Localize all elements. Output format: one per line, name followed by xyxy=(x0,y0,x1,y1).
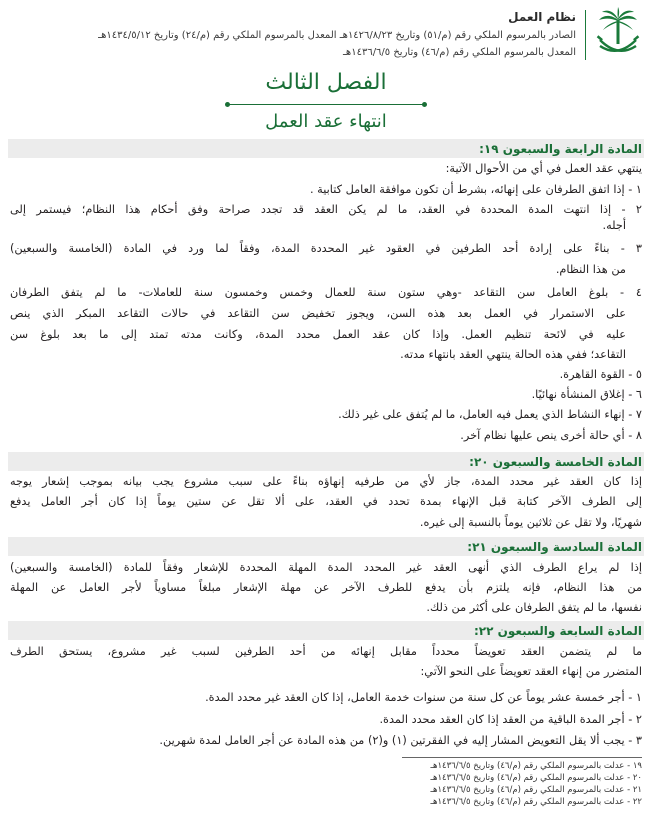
article-74-item-cont: عليه في لائحة تنظيم العمل. وإذا كان عقد العمل محدد المدة، وكانت مدته تمتد إلى ما بعد بلوغ سن xyxy=(10,328,626,341)
chapter-subtitle: انتهاء عقد العمل xyxy=(265,111,387,132)
chapter-title: الفصل الثالث xyxy=(265,70,387,95)
footnote-divider xyxy=(402,757,642,758)
article-74-item: ٨ - أي حالة أخرى ينص عليها نظام آخر. xyxy=(460,429,642,442)
article-74-intro: ينتهي عقد العمل في أي من الأحوال الآتية: xyxy=(445,162,642,175)
article-77-item: ٢ - أجر المدة الباقية من العقد إذا كان العقد محدد المدة. xyxy=(379,713,642,726)
article-76-heading: المادة السادسة والسبعون ٢١: xyxy=(467,540,642,554)
article-77-item: ٣ - يجب ألا يقل التعويض المشار إليه في الفقرتين (١) و(٢) من هذه المادة عن أجر العامل لمدة شهرين. xyxy=(159,734,642,747)
article-77-line: المتضرر من إنهاء العقد تعويضاً على النحو الآتي: xyxy=(420,665,642,678)
article-74-item-cont: التقاعد؛ ففي هذه الحالة ينتهي العقد بانتهاء مدته. xyxy=(400,348,626,361)
article-75-line: إذا كان العقد غير محدد المدة، جاز لأي من طرفيه إنهاؤه بناءً على سبب مشروع يجب بيانه بموجب إشعار يوجه xyxy=(10,475,642,488)
article-74-item: ٢ - إذا انتهت المدة المحددة في العقد، ما لم يكن العقد قد تجدد صراحة وفق أحكام هذا النظام؛ فيستمر إلى xyxy=(10,203,642,216)
footnote: ٢٢ - عدلت بالمرسوم الملكي رقم (م/٤٦) وتاريخ ١٤٣٦/٦/٥هـ xyxy=(430,797,642,807)
article-74-item: ٣ - بناءً على إرادة أحد الطرفين في العقود غير المحددة المدة، وفقاً لما ورد في المادة (الخامسة والسبعين) xyxy=(10,242,642,255)
page-header xyxy=(10,6,642,62)
chapter-divider xyxy=(228,104,424,105)
article-75-heading: المادة الخامسة والسبعون ٢٠: xyxy=(469,455,642,469)
article-74-item-cont: أجله. xyxy=(602,219,626,232)
article-76-line: نفسها، ما لم يتفق الطرفان على أكثر من ذلك. xyxy=(426,601,642,614)
article-74-item: ٤ - بلوغ العامل سن التقاعد -وهي ستون سنة للعمال وخمس وخمسون سنة للعاملات- ما لم يتفق الطرفان xyxy=(10,286,642,299)
article-77-item: ١ - أجر خمسة عشر يوماً عن كل سنة من سنوات خدمة العامل، إذا كان العقد غير محدد المدة. xyxy=(205,691,642,704)
article-76-line: إذا لم يراع الطرف الذي أنهى العقد غير المحدد المدة المهلة المحددة للإشعار وفقاً للمادة (الخامسة والسبعين) xyxy=(10,561,642,574)
article-77-line: ما لم يتضمن العقد تعويضاً محدداً مقابل إنهائه من أحد الطرفين لسبب غير مشروع، يستحق الطرف xyxy=(10,645,642,658)
footnote: ١٩ - عدلت بالمرسوم الملكي رقم (م/٤٦) وتاريخ ١٤٣٦/٦/٥هـ xyxy=(430,761,642,771)
law-title: نظام العمل xyxy=(508,10,576,24)
article-74-item: ١ - إذا اتفق الطرفان على إنهائه، بشرط أن تكون موافقة العامل كتابية . xyxy=(309,183,642,196)
saudi-emblem-icon xyxy=(594,6,642,62)
article-74-item: ٦ - إغلاق المنشأة نهائيًا. xyxy=(531,388,642,401)
article-75-line: إلى الطرف الآخر كتابة قبل الإنهاء بمدة تحدد في العقد، على ألا تقل عن ستين يوماً إذا كان أجر العامل يدفع xyxy=(10,495,642,508)
article-74-heading: المادة الرابعة والسبعون ١٩: xyxy=(479,142,642,156)
issued-decree-line: الصادر بالمرسوم الملكي رقم (م/٥١) وتاريخ ١٤٢٦/٨/٢٣هـ المعدل بالمرسوم الملكي رقم (م/٢٤) وتاريخ ١٤٣٤/٥/١٢هـ xyxy=(98,30,576,41)
article-74-item-cont: من هذا النظام. xyxy=(555,263,626,276)
article-77-heading: المادة السابعة والسبعون ٢٢: xyxy=(473,624,642,638)
article-74-item: ٧ - إنهاء النشاط الذي يعمل فيه العامل، ما لم يُتفق على غير ذلك. xyxy=(338,408,642,421)
article-74-item-cont: على الاستمرار في العمل بعد هذه السن، ويجوز تخفيض سن التقاعد في حالات التقاعد المبكر الذي ينص xyxy=(10,307,626,320)
article-76-line: من هذا النظام، فإنه يلتزم بأن يدفع للطرف الآخر عن مهلة الإشعار مبلغاً مساوياً لأجر العامل عن المهلة xyxy=(10,581,642,594)
header-divider xyxy=(585,10,586,60)
amended-decree-line: المعدل بالمرسوم الملكي رقم (م/٤٦) وتاريخ ١٤٣٦/٦/٥هـ xyxy=(343,47,576,58)
footnote: ٢١ - عدلت بالمرسوم الملكي رقم (م/٤٦) وتاريخ ١٤٣٦/٦/٥هـ xyxy=(430,785,642,795)
article-75-line: شهريًا، ولا تقل عن ثلاثين يوماً بالنسبة إلى غيره. xyxy=(419,516,642,529)
footnote: ٢٠ - عدلت بالمرسوم الملكي رقم (م/٤٦) وتاريخ ١٤٣٦/٦/٥هـ xyxy=(430,773,642,783)
article-74-item: ٥ - القوة القاهرة. xyxy=(559,368,642,381)
